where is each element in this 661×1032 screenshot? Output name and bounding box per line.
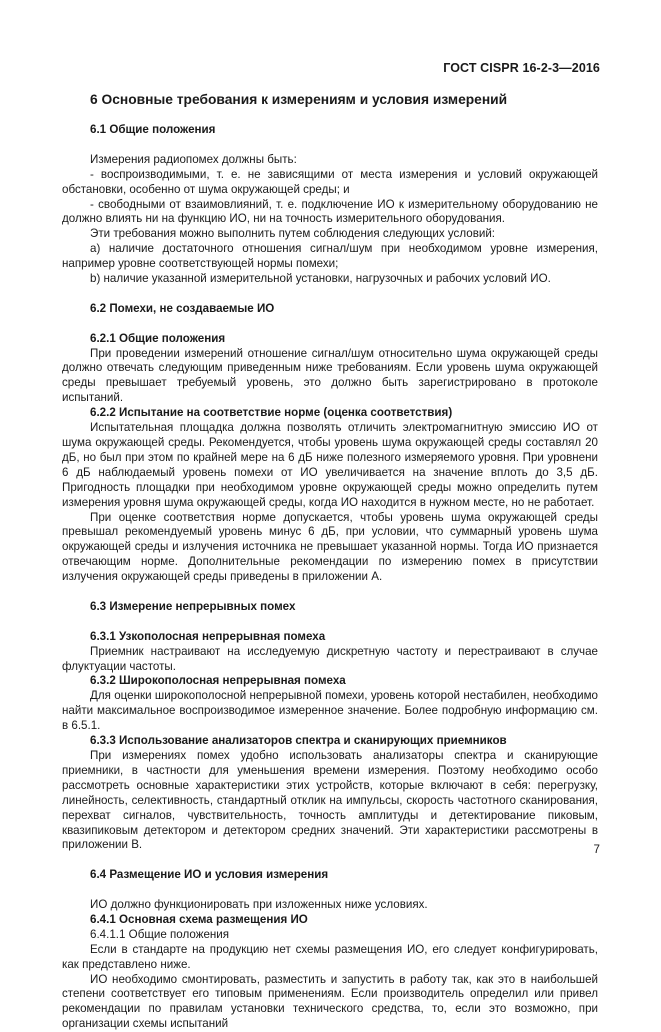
paragraph: Если в стандарте на продукцию нет схемы размещения ИО, его следует конфигурировать, как представлено ниже. xyxy=(62,942,598,971)
section-6-3-title: 6.3 Измерение непрерывных помех xyxy=(90,599,296,613)
paragraph: Для оценки широкополосной непрерывной помехи, уровень которой нестабилен, необходимо найти максимальное воспроизводимое измеренное значение. Более подробную информацию см. в 6.5.1. xyxy=(62,689,598,733)
section-6-3-1-title: 6.3.1 Узкополосная непрерывная помеха xyxy=(90,629,326,643)
section-6-2-2-title: 6.2.2 Испытание на соответствие норме (оценка соответствия) xyxy=(90,406,453,420)
paragraph: b) наличие указанной измерительной установки, нагрузочных и рабочих условий ИО. xyxy=(90,272,551,286)
paragraph: a) наличие достаточного отношения сигнал/шум при необходимом уровне измерения, например уровне соответствующей нормы помехи; xyxy=(62,242,598,271)
section-6-title: 6 Основные требования к измерениям и условия измерений xyxy=(90,92,508,107)
paragraph: - воспроизводимыми, т. е. не зависящими от места измерения и условий окружающей обстановки, особенно от шума окружающей среды; и xyxy=(62,167,598,196)
section-6-2-title: 6.2 Помехи, не создаваемые ИО xyxy=(90,301,275,315)
paragraph: Испытательная площадка должна позволять отличить электромагнитную эмиссию ИО от шума окружающей среды. Рекомендуется, чтобы уровень шума окружающей среды составлял 20 дБ, но был при этом по крайней мере на 6 дБ ниже полезного измеряемого уровня. При уровнени 6 дБ наблюдаемый уровень помехи от ИО увеличивается на значение вплоть до 3,5 дБ. Пригодность площадки при необходимом уровне окружающей среды можно определить путем измерения уровня шума окружающей среды, когда ИО находится в нужном месте, но не работает. xyxy=(62,421,598,509)
page-number: 7 xyxy=(593,843,600,856)
section-6-2-1-title: 6.2.1 Общие положения xyxy=(90,331,226,345)
section-6-4-1-1-title: 6.4.1.1 Общие положения xyxy=(90,927,230,941)
paragraph: Измерения радиопомех должны быть: xyxy=(90,152,297,166)
paragraph: При измерениях помех удобно использовать анализаторы спектра и сканирующие приемники, в частности для уменьшения времени измерения. Поэтому необходимо особо рассмотреть основные характеристики этих устройств, которые включают в себя: перегрузку, линейность, селективность, стандартный отклик на импульсы, скорость частотного сканирования, перехват сигналов, чувствительность, точность амплитуды и детектирование пиковым, квазипиковым детектором и детектором средних значений. Эти характеристики рассмотрены в приложении В. xyxy=(62,748,598,852)
section-6-4-title: 6.4 Размещение ИО и условия измерения xyxy=(90,868,329,882)
paragraph: При оценке соответствия норме допускается, чтобы уровень шума окружающей среды превышал рекомендуемый уровень минус 6 дБ, при условии, что суммарный уровень шума окружающей среды и излучения источника не превышает указанной нормы. Тогда ИО признается отвечающим норме. Дополнительные рекомендации по измерению помех в присутствии излучения окружающей среды приведены в приложении А. xyxy=(62,510,598,584)
section-6-3-2-title: 6.3.2 Широкополосная непрерывная помеха xyxy=(90,674,346,688)
paragraph: Приемник настраивают на исследуемую дискретную частоту и перестраивают в случае флуктуации частоты. xyxy=(62,644,598,673)
section-6-1-title: 6.1 Общие положения xyxy=(90,123,216,136)
paragraph: - свободными от взаимовлияний, т. е. подключение ИО к измерительному оборудованию не должно влиять ни на функцию ИО, ни на точность измерительного оборудования. xyxy=(62,197,598,226)
document-id-header: ГОСТ CISPR 16-2-3—2016 xyxy=(443,61,600,75)
paragraph: При проведении измерений отношение сигнал/шум относительно шума окружающей среды должно отвечать следующим приведенным ниже требованиям. Если уровень шума окружающей среды превышает требуемый уровень, это должно быть зарегистрировано в протоколе испытаний. xyxy=(62,346,598,405)
document-body xyxy=(62,92,598,1032)
paragraph: Эти требования можно выполнить путем соблюдения следующих условий: xyxy=(90,227,496,241)
paragraph: ИО необходимо смонтировать, разместить и запустить в работу так, как это в наибольшей степени соответствует его типовым применениям. Если производитель определил или привел рекомендации по правилам установки технического средства, то, если это возможно, при организации схемы испытаний xyxy=(62,972,598,1031)
section-6-4-1-title: 6.4.1 Основная схема размещения ИО xyxy=(90,912,308,926)
paragraph: ИО должно функционировать при изложенных ниже условиях. xyxy=(90,898,428,912)
section-6-3-3-title: 6.3.3 Использование анализаторов спектра и сканирующих приемников xyxy=(90,734,507,748)
